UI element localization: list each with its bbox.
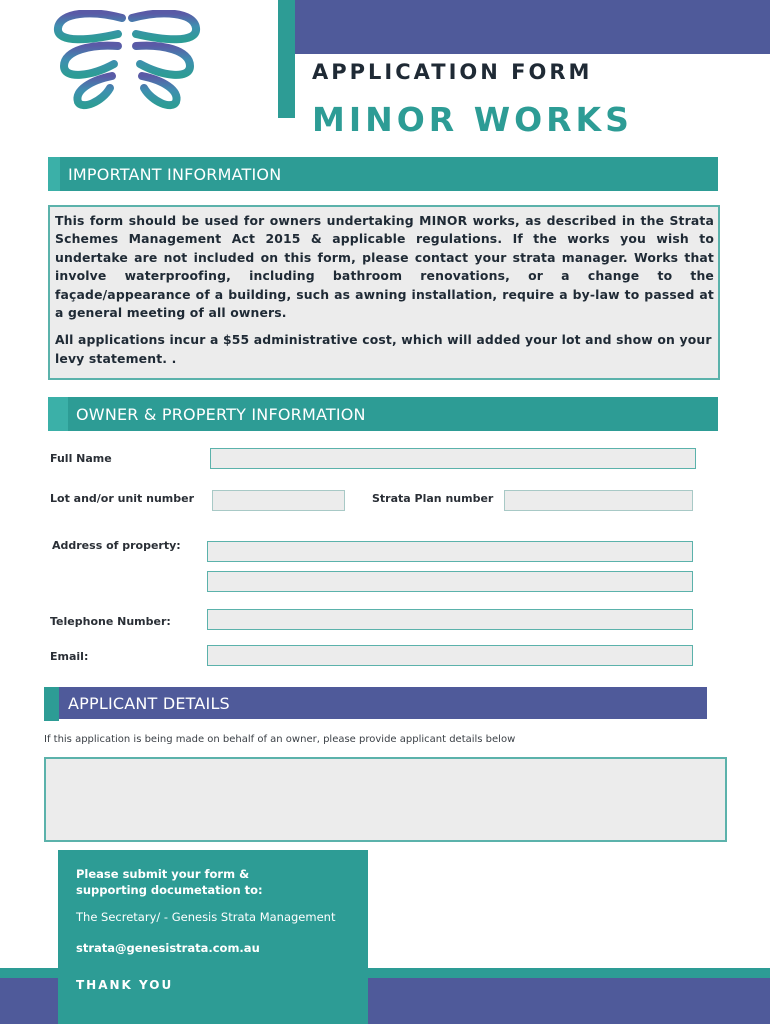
email-label: Email: <box>50 650 89 663</box>
lot-number-label: Lot and/or unit number <box>50 492 195 505</box>
applicant-accent <box>44 687 59 721</box>
form-type-heading: APPLICATION FORM <box>312 60 593 84</box>
important-info-header <box>48 157 718 191</box>
telephone-field[interactable] <box>207 609 693 630</box>
telephone-label: Telephone Number: <box>50 615 171 628</box>
header-purple-bar <box>295 0 770 54</box>
thank-you-text: THANK YOU <box>76 978 174 992</box>
important-info-paragraph-2: All applications incur a $55 administrative cost, which will added your lot and show on your levy statement. . <box>55 332 712 366</box>
submit-panel <box>58 850 368 1024</box>
full-name-field[interactable] <box>210 448 696 469</box>
strata-plan-field[interactable] <box>504 490 693 511</box>
full-name-label: Full Name <box>50 452 112 465</box>
applicant-note: If this application is being made on behalf of an owner, please provide applicant details below <box>44 734 516 745</box>
applicant-header <box>59 687 707 719</box>
lot-number-field[interactable] <box>212 490 345 511</box>
header-teal-stripe <box>278 0 295 118</box>
butterfly-logo-icon <box>52 10 202 112</box>
address-field-line-1[interactable] <box>207 541 693 562</box>
strata-plan-label: Strata Plan number <box>372 492 494 505</box>
submit-recipient: The Secretary/ - Genesis Strata Management <box>76 910 336 924</box>
owner-info-heading: OWNER & PROPERTY INFORMATION <box>76 404 366 424</box>
important-info-heading: IMPORTANT INFORMATION <box>68 164 282 184</box>
owner-info-header <box>48 397 718 431</box>
section-accent <box>48 397 68 431</box>
submit-email-link[interactable]: strata@genesistrata.com.au <box>76 941 260 955</box>
email-field[interactable] <box>207 645 693 666</box>
important-info-box <box>48 205 720 380</box>
address-field-line-2[interactable] <box>207 571 693 592</box>
applicant-details-field[interactable] <box>44 757 727 842</box>
important-info-paragraph-1: This form should be used for owners undertaking MINOR works, as described in the Strata Schemes Management Act 2015 & applicable regulations. If the works you wish to undertake are not included on this form, please contact your strata manager. Works that involve waterproofing, including bathroom renovations, or a change to the façade/appearance of a building, such as awning installation, require a by-law to passed at a general meeting of all owners. <box>55 213 714 321</box>
section-accent <box>48 157 60 191</box>
form-title: MINOR WORKS <box>312 100 633 139</box>
applicant-heading: APPLICANT DETAILS <box>68 693 230 713</box>
submit-heading: Please submit your form & supporting documetation to: <box>76 867 263 897</box>
address-label: Address of property: <box>52 539 181 552</box>
